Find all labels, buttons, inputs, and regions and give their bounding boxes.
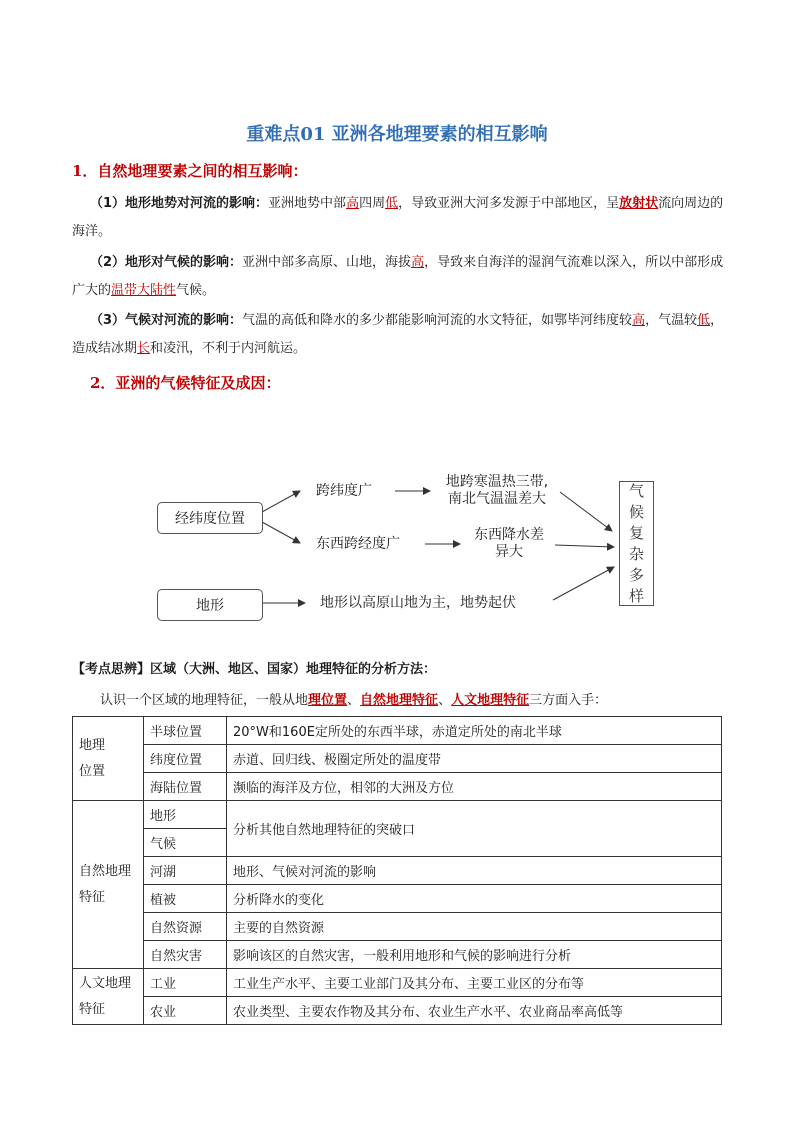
p3-text: 气温的高低和降水的多少都能影响河流的水文特征，如鄂毕河纬度较 xyxy=(242,313,633,328)
item-cell: 地形 xyxy=(144,801,227,829)
paragraph-3 xyxy=(72,307,728,363)
item-cell: 自然资源 xyxy=(144,913,227,941)
p2-text: 亚洲中部多高原、山地，海拔 xyxy=(242,255,412,270)
table-row xyxy=(73,913,722,941)
zones-line-1: 地跨寒温热三带, xyxy=(445,474,549,490)
p1-text: 四周 xyxy=(359,196,386,211)
section2-heading: 2．亚洲的气候特征及成因： xyxy=(90,374,281,392)
item-cell: 海陆位置 xyxy=(144,773,227,801)
p1-highlight: 放射状 xyxy=(619,196,659,211)
p1-text: 流向周边的海洋。 xyxy=(72,196,724,239)
table-row xyxy=(73,717,722,745)
kaodian-title: 区域（大洲、地区、国家）地理特征的分析方法： xyxy=(150,662,437,677)
precip-line-1: 东西降水差 xyxy=(474,527,544,543)
group-cell: 人文地理 特征 xyxy=(73,969,144,1025)
arrow-precip-to-result xyxy=(555,545,614,547)
group-cell: 地理 位置 xyxy=(73,717,144,801)
paragraph-1 xyxy=(72,190,728,246)
p2-label: （2）地形对气候的影响： xyxy=(90,255,243,270)
result-char: 多 xyxy=(628,565,644,584)
item-cell: 河湖 xyxy=(144,857,227,885)
desc-cell: 分析降水的变化 xyxy=(227,885,722,913)
page-title: 重难点01 亚洲各地理要素的相互影响 xyxy=(246,124,548,145)
item-cell: 半球位置 xyxy=(144,717,227,745)
arrow-terrain-to-result xyxy=(553,567,614,600)
p3-highlight: 长 xyxy=(137,341,151,356)
desc-cell: 分析其他自然地理特征的突破口 xyxy=(227,801,722,857)
group-cell: 自然地理 特征 xyxy=(73,801,144,969)
kaodian-intro xyxy=(100,689,607,708)
p3-text: ，气温较 xyxy=(645,313,698,328)
desc-cell: 主要的自然资源 xyxy=(227,913,722,941)
p2-text: ，导致来自海洋的湿润气流难以深入，所以中部形成广大的 xyxy=(72,255,724,298)
p1-text: ，导致亚洲大河多发源于中部地区，呈 xyxy=(398,196,620,211)
arrow-latlon-to-lat xyxy=(262,491,300,512)
paragraph-2 xyxy=(72,249,728,305)
terrain-text: 地形以高原山地为主，地势起伏 xyxy=(320,595,516,611)
p1-highlight: 低 xyxy=(385,196,399,211)
table-row xyxy=(73,857,722,885)
result-char: 杂 xyxy=(628,544,644,563)
p2-highlight: 温带大陆性 xyxy=(111,283,177,298)
intro-text: 认识一个区域的地理特征，一般从地 xyxy=(100,693,309,708)
p3-label: （3）气候对河流的影响： xyxy=(90,313,243,328)
intro-highlight: 理位置 xyxy=(308,693,348,708)
table-row xyxy=(73,773,722,801)
item-cell: 纬度位置 xyxy=(144,745,227,773)
item-cell: 植被 xyxy=(144,885,227,913)
intro-text: 三方面入手： xyxy=(529,693,608,708)
p1-label: （1）地形地势对河流的影响： xyxy=(90,196,269,211)
intro-sep: 、 xyxy=(438,693,452,708)
p2-highlight: 高 xyxy=(411,255,425,270)
precip-line-2: 异大 xyxy=(495,544,523,560)
arrow-latlon-to-lon xyxy=(262,522,300,543)
lat-span-text: 跨纬度广 xyxy=(316,483,372,499)
intro-highlight: 自然地理特征 xyxy=(360,693,439,708)
desc-cell: 20°W和160E定所处的东西半球，赤道定所处的南北半球 xyxy=(227,717,722,745)
intro-highlight: 人文地理特征 xyxy=(451,693,530,708)
desc-cell: 赤道、回归线、极圈定所处的温度带 xyxy=(227,745,722,773)
item-cell: 农业 xyxy=(144,997,227,1025)
item-cell: 工业 xyxy=(144,969,227,997)
p3-text: ，造成结冰期 xyxy=(72,313,724,356)
terrain-box: 地形 xyxy=(157,589,263,621)
climate-zones-text xyxy=(436,474,558,508)
region-analysis-table xyxy=(72,716,722,1025)
item-cell: 自然灾害 xyxy=(144,941,227,969)
desc-cell: 濒临的海洋及方位，相邻的大洲及方位 xyxy=(227,773,722,801)
table-row xyxy=(73,941,722,969)
p1-highlight: 高 xyxy=(346,196,360,211)
intro-sep: 、 xyxy=(347,693,361,708)
table-row xyxy=(73,969,722,997)
precip-text xyxy=(462,527,556,561)
p3-highlight: 高 xyxy=(632,313,646,328)
table-row xyxy=(73,745,722,773)
result-char: 候 xyxy=(628,502,644,521)
desc-cell: 工业生产水平、主要工业部门及其分布、主要工业区的分布等 xyxy=(227,969,722,997)
kaodian-tag: 【考点思辨】 xyxy=(72,662,151,677)
lon-span-text: 东西跨经度广 xyxy=(316,536,400,552)
table-row xyxy=(73,885,722,913)
p2-text: 气候。 xyxy=(176,283,216,298)
item-cell: 气候 xyxy=(144,829,227,857)
latlon-position-box: 经纬度位置 xyxy=(157,502,263,534)
table-row xyxy=(73,801,722,829)
result-char: 复 xyxy=(628,523,644,542)
desc-cell: 农业类型、主要农作物及其分布、农业生产水平、农业商品率高低等 xyxy=(227,997,722,1025)
result-char: 气 xyxy=(628,481,644,500)
section1-heading: 1．自然地理要素之间的相互影响： xyxy=(72,162,308,180)
table-row xyxy=(73,997,722,1025)
zones-line-2: 南北气温温差大 xyxy=(448,491,546,507)
climate-result-box xyxy=(619,481,654,606)
arrow-zones-to-result xyxy=(560,492,612,531)
p3-highlight: 低 xyxy=(697,313,711,328)
p3-text: 和凌汛，不利于内河航运。 xyxy=(150,341,307,356)
result-char: 样 xyxy=(628,586,644,605)
desc-cell: 影响该区的自然灾害，一般利用地形和气候的影响进行分析 xyxy=(227,941,722,969)
kaodian-heading xyxy=(72,658,436,677)
p1-text: 亚洲地势中部 xyxy=(268,196,347,211)
desc-cell: 地形、气候对河流的影响 xyxy=(227,857,722,885)
